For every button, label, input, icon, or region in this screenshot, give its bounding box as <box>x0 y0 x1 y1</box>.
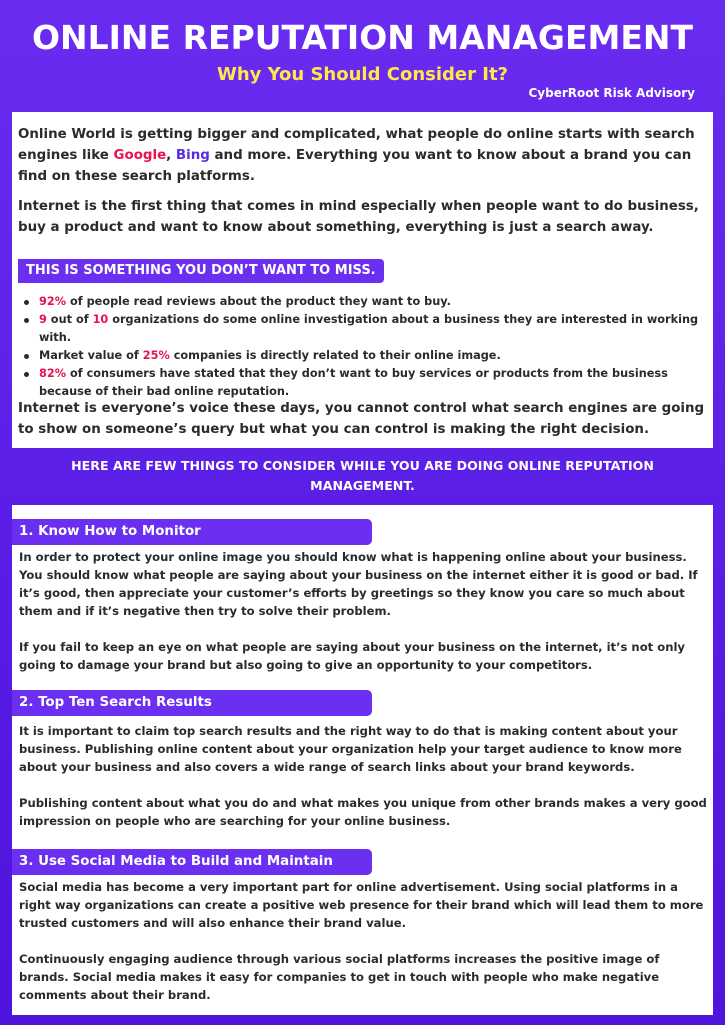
stat-highlight: 10 <box>92 313 109 326</box>
stat-text: Market value of <box>39 349 143 362</box>
stat-text: of consumers have stated that they don’t want to buy services or products from the business because of their bad online reputation. <box>39 367 668 398</box>
section-body-search <box>19 722 709 830</box>
brand-name: CyberRoot Risk Advisory <box>528 86 695 100</box>
intro-panel <box>12 112 713 448</box>
stat-highlight: 9 <box>39 313 47 326</box>
section-intro-heading: HERE ARE FEW THINGS TO CONSIDER WHILE YOU ARE DOING ONLINE REPUTATION MANAGEMENT. <box>71 458 654 493</box>
stat-text: out of <box>46 313 93 326</box>
bing-label: Bing <box>175 148 210 163</box>
section-paragraph: Social media has become a very important part for online advertisement. Using social platforms in a right way organizations can create a positive web presence for their brand which will lead them to more trusted customers and will also enhance their brand value. <box>19 880 704 930</box>
list-item <box>18 293 708 311</box>
intro-text-end: and more. Everything you want to know about a brand you can find on these search platforms. <box>18 148 692 184</box>
page-title: ONLINE REPUTATION MANAGEMENT <box>31 18 694 57</box>
intro-paragraph-2: Internet is the first thing that comes in mind especially when people want to do business, buy a product and want to know about something, everything is just a search away. <box>18 199 699 235</box>
closing-paragraph: Internet is everyone’s voice these days, you cannot control what search engines are going to show on someone’s query but what you can control is making the right decision. <box>18 401 705 437</box>
intro-text: Online World is getting bigger and complicated, what people do online starts with search engines like <box>18 127 695 163</box>
stat-text: companies is directly related to their online image. <box>169 349 501 362</box>
comma: , <box>166 148 176 163</box>
list-item <box>18 311 708 347</box>
section-body-social <box>19 878 709 1004</box>
list-item <box>18 347 708 365</box>
facts-list <box>18 293 708 401</box>
stat-text: of people read reviews about the product they want to buy. <box>66 295 451 308</box>
section-paragraph: In order to protect your online image you should know what is happening online about your business. You should know what people are saying about your business on the internet either it is good or bad. If it’s good, then appreciate your customer’s efforts by greetings so they know you care so much about them and if it’s negative then try to solve their problem. <box>19 550 698 618</box>
section-paragraph: It is important to claim top search results and the right way to do that is making content about your business. Publishing online content about your organization help your target audience to know more about your business and also covers a wide range of search links about your brand keywords. <box>19 724 682 774</box>
header <box>0 0 725 112</box>
google-label: Google <box>113 148 167 163</box>
miss-banner: THIS IS SOMETHING YOU DON’T WANT TO MISS. <box>18 259 384 283</box>
section-heading-search: 2. Top Ten Search Results <box>12 690 372 716</box>
page-subtitle: Why You Should Consider It? <box>216 64 509 85</box>
section-paragraph: If you fail to keep an eye on what people are saying about your business on the internet, it’s not only going to damage your brand but also going to give an opportunity to your competitors. <box>19 640 685 672</box>
section-paragraph: Publishing content about what you do and what makes you unique from other brands makes a very good impression on people who are searching for your online business. <box>19 796 707 828</box>
section-paragraph: Continuously engaging audience through various social platforms increases the positive image of brands. Social media makes it easy for companies to get in touch with people who make negative comments about their brand. <box>19 952 660 1002</box>
list-item <box>18 365 708 401</box>
stat-highlight: 92% <box>39 295 67 308</box>
stat-text: organizations do some online investigation about a business they are interested in working with. <box>39 313 699 344</box>
intro-paragraph-1 <box>18 124 707 187</box>
section-heading-social: 3. Use Social Media to Build and Maintain <box>12 849 372 875</box>
tips-panel <box>12 505 713 1015</box>
section-heading-monitor: 1. Know How to Monitor <box>12 519 372 545</box>
stat-highlight: 25% <box>142 349 170 362</box>
section-body-monitor <box>19 548 709 674</box>
stat-highlight: 82% <box>39 367 67 380</box>
